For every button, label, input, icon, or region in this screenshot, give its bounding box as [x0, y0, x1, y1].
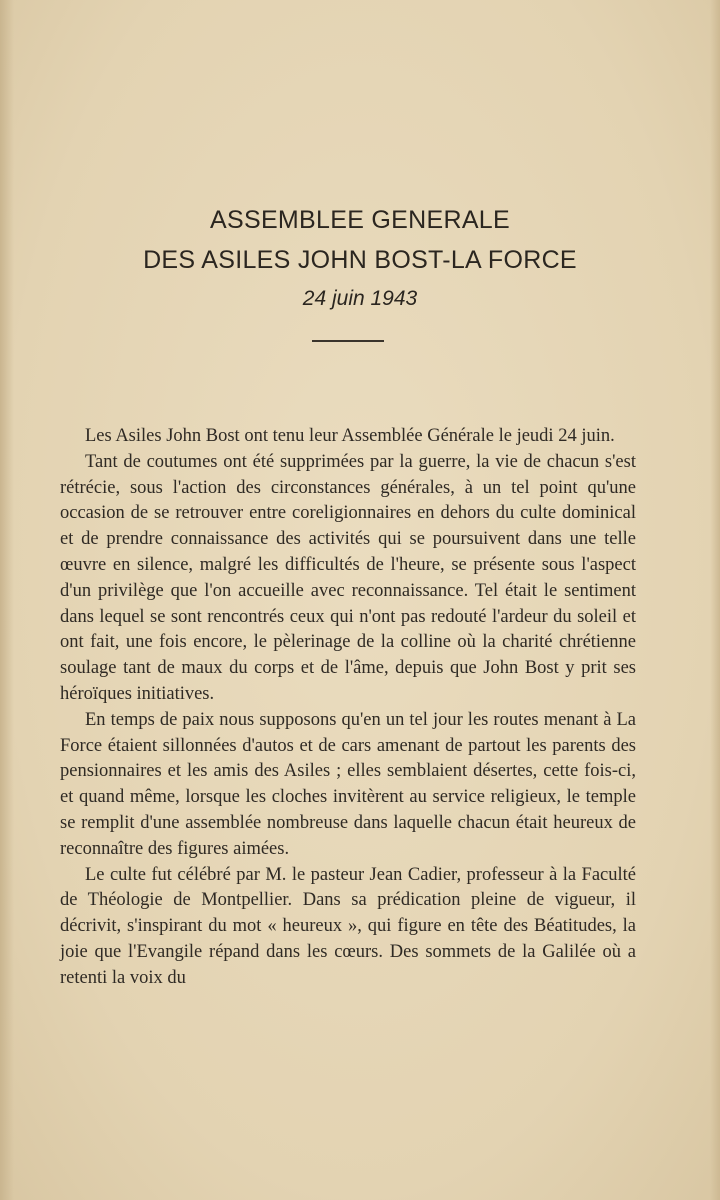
article-body — [60, 424, 636, 992]
title-divider — [312, 340, 384, 342]
paragraph-3: En temps de paix nous supposons qu'en un tel jour les routes menant à La Force étaient sillonnées d'autos et de cars amenant de partout les parents des pensionnaires et les amis des Asiles ; elles semblaient désertes, cette fois-ci, et quand même, lorsque les cloches invitèrent au service religieux, le temple se remplit d'une assemblée nombreuse dans laquelle chacun était heureux de reconnaître des figures aimées. — [60, 709, 636, 859]
title-line-1: ASSEMBLEE GENERALE — [210, 206, 510, 234]
title-line-2: DES ASILES JOHN BOST-LA FORCE — [143, 246, 577, 274]
article-date: 24 juin 1943 — [302, 287, 418, 310]
article-header — [0, 200, 720, 316]
paragraph-1: Les Asiles John Bost ont tenu leur Assemblée Générale le jeudi 24 juin. — [85, 426, 615, 446]
paragraph-2: Tant de coutumes ont été supprimées par la guerre, la vie de chacun s'est rétrécie, sous l'action des circonstances générales, à un tel point qu'une occasion de se retrouver entre coreligionnaires en dehors du culte dominical et de prendre connaissance des activités qui se poursuivent dans une telle œuvre en silence, malgré les difficultés de l'heure, se présente sous l'aspect d'un privilège que l'on accueille avec reconnaissance. Tel était le sentiment dans lequel se sont rencontrés ceux qui n'ont pas redouté l'ardeur du soleil et ont fait, une fois encore, le pèlerinage de la colline où la charité chrétienne soulage tant de maux du corps et de l'âme, depuis que John Bost y prit ses héroïques initiatives. — [60, 451, 636, 704]
paragraph-4: Le culte fut célébré par M. le pasteur Jean Cadier, professeur à la Faculté de Théologie de Montpellier. Dans sa prédication pleine de vigueur, il décrivit, s'inspirant du mot « heureux », qui figure en tête des Béatitudes, la joie que l'Evangile répand dans les cœurs. Des sommets de la Galilée où a retenti la voix du — [60, 864, 636, 988]
